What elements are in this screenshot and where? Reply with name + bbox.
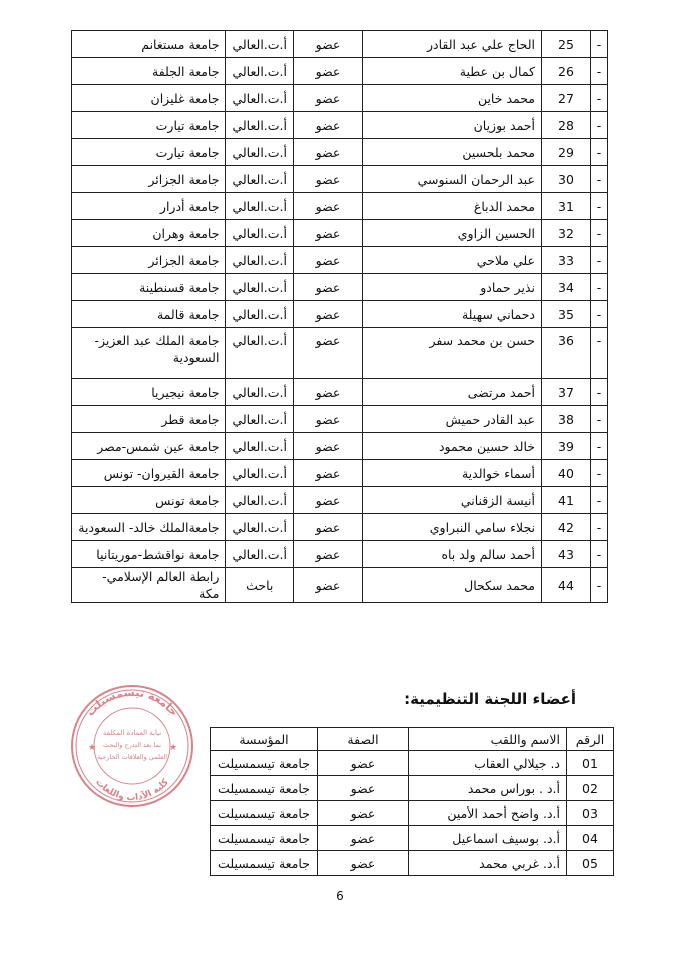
cell-institution: رابطة العالم الإسلامي- مكة — [72, 568, 226, 603]
cell-institution: جامعة مستغانم — [72, 31, 226, 58]
cell-bullet: - — [591, 220, 608, 247]
cell-name: نجلاء سامي النبراوي — [363, 514, 542, 541]
cell-institution: جامعة الجلفة — [72, 58, 226, 85]
table-row — [72, 568, 608, 603]
cell-bullet: - — [591, 406, 608, 433]
table-row — [211, 801, 614, 826]
stamp-line-3: العلمي والعلاقات الخارجية — [96, 753, 168, 761]
table-row — [72, 112, 608, 139]
cell-num: 32 — [542, 220, 591, 247]
cell-num: 41 — [542, 487, 591, 514]
cell-role: عضو — [294, 406, 363, 433]
cell-institution: جامعة تيسمسيلت — [211, 751, 318, 776]
cell-name: أ.د. بوسيف اسماعيل — [409, 826, 567, 851]
cell-institution: جامعة نيجيريا — [72, 379, 226, 406]
cell-name: أحمد مرتضى — [363, 379, 542, 406]
header-num: الرقم — [567, 728, 614, 751]
cell-role: عضو — [318, 751, 409, 776]
header-role: الصفة — [318, 728, 409, 751]
cell-grade: باحث — [226, 568, 294, 603]
cell-name: علي ملاحي — [363, 247, 542, 274]
cell-name: حسن بن محمد سفر — [363, 328, 542, 379]
cell-name: نذير حمادو — [363, 274, 542, 301]
cell-name: الحسين الزاوي — [363, 220, 542, 247]
cell-name: كمال بن عطية — [363, 58, 542, 85]
table-row — [211, 751, 614, 776]
cell-institution: جامعة قسنطينة — [72, 274, 226, 301]
cell-institution: جامعة وهران — [72, 220, 226, 247]
table-row — [72, 139, 608, 166]
cell-institution: جامعة تونس — [72, 487, 226, 514]
cell-bullet: - — [591, 328, 608, 379]
cell-institution: جامعة قالمة — [72, 301, 226, 328]
cell-role: عضو — [294, 514, 363, 541]
cell-name: أسماء خوالدية — [363, 460, 542, 487]
cell-name: محمد سكحال — [363, 568, 542, 603]
cell-institution: جامعة عين شمس-مصر — [72, 433, 226, 460]
cell-name: أ.د. واضح أحمد الأمين — [409, 801, 567, 826]
cell-institution: جامعة تيسمسيلت — [211, 826, 318, 851]
cell-num: 34 — [542, 274, 591, 301]
cell-grade: أ.ت.العالي — [226, 460, 294, 487]
table-row — [211, 826, 614, 851]
cell-institution: جامعة أدرار — [72, 193, 226, 220]
cell-num: 03 — [567, 801, 614, 826]
cell-role: عضو — [294, 568, 363, 603]
cell-name: محمد خاين — [363, 85, 542, 112]
cell-num: 05 — [567, 851, 614, 876]
cell-name: الحاج علي عبد القادر — [363, 31, 542, 58]
cell-role: عضو — [294, 379, 363, 406]
cell-institution: جامعة الجزائر — [72, 166, 226, 193]
cell-institution: جامعة تيارت — [72, 112, 226, 139]
cell-num: 29 — [542, 139, 591, 166]
cell-num: 42 — [542, 514, 591, 541]
cell-grade: أ.ت.العالي — [226, 406, 294, 433]
cell-num: 40 — [542, 460, 591, 487]
cell-role: عضو — [294, 220, 363, 247]
header-name: الاسم واللقب — [409, 728, 567, 751]
members-table — [71, 30, 608, 603]
cell-name: عبد القادر حميش — [363, 406, 542, 433]
cell-institution: جامعة الجزائر — [72, 247, 226, 274]
cell-bullet: - — [591, 166, 608, 193]
cell-num: 37 — [542, 379, 591, 406]
cell-num: 31 — [542, 193, 591, 220]
cell-grade: أ.ت.العالي — [226, 58, 294, 85]
cell-role: عضو — [294, 193, 363, 220]
cell-name: أحمد سالم ولد باه — [363, 541, 542, 568]
cell-bullet: - — [591, 31, 608, 58]
cell-institution: جامعة تيسمسيلت — [211, 776, 318, 801]
cell-num: 38 — [542, 406, 591, 433]
table-row — [72, 193, 608, 220]
cell-name: خالد حسين محمود — [363, 433, 542, 460]
cell-num: 39 — [542, 433, 591, 460]
cell-bullet: - — [591, 379, 608, 406]
cell-role: عضو — [318, 826, 409, 851]
stamp-star-icon: ★ — [88, 743, 97, 753]
cell-num: 30 — [542, 166, 591, 193]
cell-name: أ.د. غربي محمد — [409, 851, 567, 876]
cell-institution: جامعة تيسمسيلت — [211, 801, 318, 826]
cell-institution: جامعة تيسمسيلت — [211, 851, 318, 876]
cell-num: 44 — [542, 568, 591, 603]
stamp-outer-text: جامعة تيسمسيلت — [83, 685, 181, 719]
cell-institution: جامعة الملك عبد العزيز- السعودية — [72, 328, 226, 379]
cell-num: 43 — [542, 541, 591, 568]
cell-grade: أ.ت.العالي — [226, 274, 294, 301]
cell-bullet: - — [591, 85, 608, 112]
stamp-bottom-text: كلية الآداب واللغات — [93, 777, 171, 804]
table-row — [72, 166, 608, 193]
cell-role: عضو — [294, 487, 363, 514]
cell-role: عضو — [294, 31, 363, 58]
cell-bullet: - — [591, 541, 608, 568]
cell-grade: أ.ت.العالي — [226, 139, 294, 166]
table-row — [72, 328, 608, 379]
cell-institution: جامعة غليزان — [72, 85, 226, 112]
cell-bullet: - — [591, 247, 608, 274]
stamp-line-2: بما بعد التدرج والبحث — [102, 741, 162, 749]
cell-bullet: - — [591, 568, 608, 603]
cell-num: 01 — [567, 751, 614, 776]
table-header-row — [211, 728, 614, 751]
cell-role: عضو — [294, 247, 363, 274]
cell-grade: أ.ت.العالي — [226, 487, 294, 514]
cell-num: 26 — [542, 58, 591, 85]
cell-bullet: - — [591, 274, 608, 301]
cell-institution: جامعة القيروان- تونس — [72, 460, 226, 487]
cell-grade: أ.ت.العالي — [226, 247, 294, 274]
cell-num: 28 — [542, 112, 591, 139]
cell-grade: أ.ت.العالي — [226, 112, 294, 139]
table-row — [72, 58, 608, 85]
table-row — [72, 460, 608, 487]
cell-bullet: - — [591, 58, 608, 85]
cell-num: 02 — [567, 776, 614, 801]
page-number: 6 — [336, 889, 344, 903]
cell-name: د. جيلالي العقاب — [409, 751, 567, 776]
cell-role: عضو — [294, 433, 363, 460]
cell-grade: أ.ت.العالي — [226, 433, 294, 460]
cell-role: عضو — [294, 112, 363, 139]
stamp-star-icon: ★ — [169, 743, 178, 753]
cell-num: 33 — [542, 247, 591, 274]
table-row — [72, 433, 608, 460]
cell-grade: أ.ت.العالي — [226, 166, 294, 193]
cell-grade: أ.ت.العالي — [226, 301, 294, 328]
cell-role: عضو — [294, 541, 363, 568]
cell-num: 35 — [542, 301, 591, 328]
cell-bullet: - — [591, 193, 608, 220]
cell-role: عضو — [294, 166, 363, 193]
cell-role: عضو — [318, 776, 409, 801]
cell-grade: أ.ت.العالي — [226, 379, 294, 406]
cell-bullet: - — [591, 460, 608, 487]
cell-num: 25 — [542, 31, 591, 58]
table-row — [72, 31, 608, 58]
cell-role: عضو — [294, 58, 363, 85]
cell-institution: جامعةالملك خالد- السعودية — [72, 514, 226, 541]
cell-num: 27 — [542, 85, 591, 112]
cell-institution: جامعة تيارت — [72, 139, 226, 166]
table-row — [211, 776, 614, 801]
cell-num: 36 — [542, 328, 591, 379]
table-row — [72, 379, 608, 406]
cell-name: أنيسة الزقناني — [363, 487, 542, 514]
cell-name: محمد بلحسين — [363, 139, 542, 166]
cell-role: عضو — [294, 85, 363, 112]
cell-bullet: - — [591, 301, 608, 328]
cell-name: محمد الدباغ — [363, 193, 542, 220]
cell-name: أ.د . بوراس محمد — [409, 776, 567, 801]
table-row — [211, 851, 614, 876]
cell-grade: أ.ت.العالي — [226, 220, 294, 247]
cell-role: عضو — [294, 328, 363, 379]
cell-bullet: - — [591, 487, 608, 514]
cell-bullet: - — [591, 112, 608, 139]
cell-name: أحمد بوزيان — [363, 112, 542, 139]
table-row — [72, 541, 608, 568]
table-row — [72, 247, 608, 274]
table-row — [72, 406, 608, 433]
cell-bullet: - — [591, 433, 608, 460]
table-row — [72, 274, 608, 301]
header-institution: المؤسسة — [211, 728, 318, 751]
table-row — [72, 301, 608, 328]
table-row — [72, 85, 608, 112]
cell-role: عضو — [294, 274, 363, 301]
cell-role: عضو — [294, 460, 363, 487]
cell-name: دحماني سهيلة — [363, 301, 542, 328]
cell-num: 04 — [567, 826, 614, 851]
cell-grade: أ.ت.العالي — [226, 31, 294, 58]
cell-role: عضو — [294, 139, 363, 166]
cell-name: عبد الرحمان السنوسي — [363, 166, 542, 193]
cell-role: عضو — [318, 851, 409, 876]
table-row — [72, 514, 608, 541]
cell-grade: أ.ت.العالي — [226, 328, 294, 379]
cell-grade: أ.ت.العالي — [226, 193, 294, 220]
table-row — [72, 487, 608, 514]
cell-grade: أ.ت.العالي — [226, 85, 294, 112]
cell-bullet: - — [591, 139, 608, 166]
cell-role: عضو — [294, 301, 363, 328]
cell-institution: جامعة قطر — [72, 406, 226, 433]
cell-grade: أ.ت.العالي — [226, 541, 294, 568]
cell-bullet: - — [591, 514, 608, 541]
table-row — [72, 220, 608, 247]
cell-grade: أ.ت.العالي — [226, 514, 294, 541]
cell-institution: جامعة نواقشط-موريتانيا — [72, 541, 226, 568]
faculty-stamp-icon — [68, 680, 196, 810]
stamp-line-1: نيابة العمادة المكلفة — [102, 729, 162, 737]
organizing-committee-table — [210, 727, 614, 876]
organizing-committee-heading: أعضاء اللجنة التنظيمية: — [404, 690, 576, 708]
cell-role: عضو — [318, 801, 409, 826]
